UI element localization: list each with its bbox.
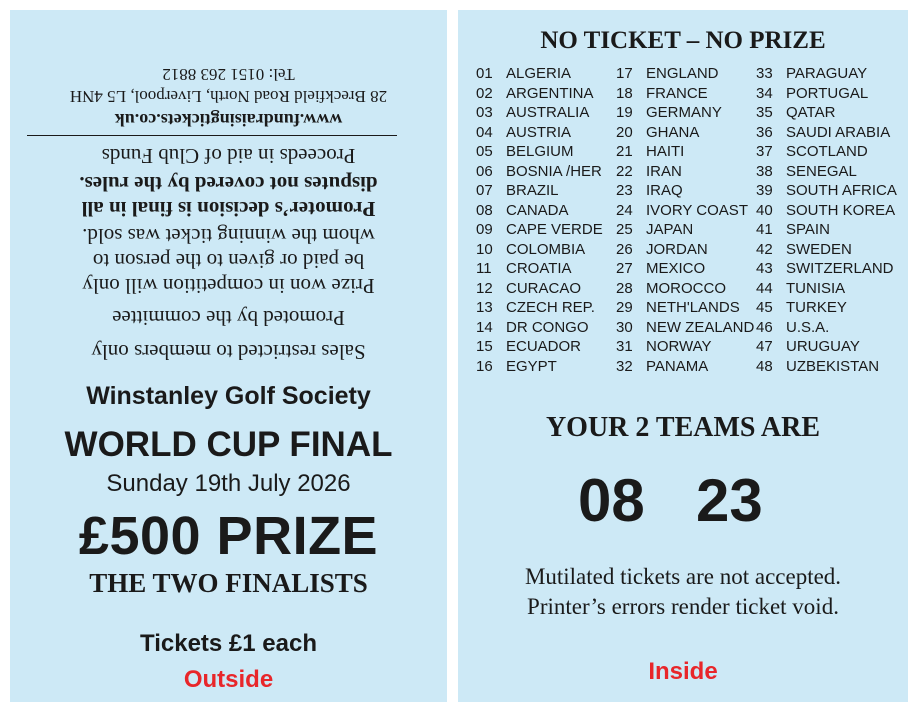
- team-country: CURACAO: [506, 279, 582, 297]
- team-country: ENGLAND: [646, 65, 719, 82]
- team-entry: [476, 142, 574, 162]
- team-entry: [616, 357, 708, 377]
- team-entry: [476, 357, 557, 377]
- team-entry: [756, 142, 868, 162]
- team-number: 14: [476, 318, 493, 336]
- team-number: 15: [476, 338, 493, 355]
- team-country: NORWAY: [646, 338, 712, 355]
- team-country: CROATIA: [506, 260, 572, 277]
- team-entry: [756, 240, 852, 260]
- team-country: SCOTLAND: [786, 143, 868, 160]
- team-country: IVORY COAST: [646, 201, 748, 219]
- team-entry: [476, 279, 581, 299]
- team-number: 28: [616, 279, 633, 297]
- team-entry: [616, 220, 693, 240]
- team-number: 47: [756, 338, 773, 355]
- ticket-price: Tickets £1 each: [139, 630, 317, 657]
- your-teams-label: YOUR 2 TEAMS ARE: [545, 412, 821, 443]
- team-country: U.S.A.: [786, 318, 830, 336]
- team-list: [458, 64, 908, 384]
- team-entry: [616, 123, 699, 143]
- sales-restriction: Sales restricted to members only: [91, 340, 366, 364]
- event-title: WORLD CUP FINAL: [64, 425, 393, 464]
- team-country: PANAMA: [646, 357, 709, 375]
- team-entry: [476, 84, 594, 104]
- prize-terms-line-3: whom the winning ticket was sold.: [82, 224, 375, 248]
- promoted-by: Promoted by the committee: [112, 306, 345, 330]
- team-country: PARAGUAY: [786, 65, 868, 82]
- team-number: 05: [476, 143, 493, 160]
- team-number: 11: [476, 260, 492, 277]
- team-country: TUNISIA: [786, 279, 846, 297]
- team-number: 46: [756, 318, 773, 336]
- team-number: 04: [476, 123, 493, 141]
- team-country: FRANCE: [646, 84, 708, 102]
- team-country: CAPE VERDE: [506, 221, 603, 238]
- divider: [27, 135, 397, 136]
- printer-errors-notice: Printer’s errors render ticket void.: [527, 594, 839, 619]
- team-number: 32: [616, 357, 633, 375]
- team-entry: [756, 279, 845, 299]
- team-country: EGYPT: [506, 357, 557, 375]
- team-country: AUSTRIA: [506, 123, 572, 141]
- team-entry: [476, 123, 571, 143]
- no-ticket-header: NO TICKET – NO PRIZE: [540, 27, 826, 54]
- printer-website: www.fundraisingtickets.co.uk: [114, 110, 343, 130]
- team-country: GERMANY: [646, 104, 722, 121]
- team-entry: [756, 64, 867, 84]
- team-number: 38: [756, 162, 773, 180]
- team-country: SPAIN: [786, 221, 830, 238]
- team-number: 31: [616, 338, 633, 355]
- event-date: Sunday 19th July 2026: [106, 470, 351, 497]
- team-number: 30: [616, 318, 633, 336]
- team-entry: [476, 162, 602, 182]
- team-country: IRAQ: [646, 182, 683, 199]
- team-entry: [616, 103, 722, 123]
- team-number: 13: [476, 299, 493, 316]
- team-entry: [616, 142, 684, 162]
- team-country: TURKEY: [786, 299, 847, 316]
- team-number: 26: [616, 240, 633, 258]
- team-number: 10: [476, 240, 493, 258]
- upside-down-terms: [10, 24, 447, 364]
- team-country: SOUTH KOREA: [786, 201, 896, 219]
- team-number: 06: [476, 162, 493, 180]
- team-number: 21: [616, 143, 633, 160]
- team-entry: [476, 298, 595, 318]
- team-entry: [476, 259, 572, 279]
- team-number: 02: [476, 84, 493, 102]
- outside-panel: [10, 10, 447, 702]
- team-entry: [616, 181, 683, 201]
- team-country: IRAN: [646, 162, 682, 180]
- team-entry: [756, 357, 879, 377]
- team-entry: [616, 298, 740, 318]
- team-country: HAITI: [646, 143, 685, 160]
- team-number-2: 23: [696, 467, 763, 534]
- team-number: 19: [616, 104, 633, 121]
- team-entry: [616, 162, 682, 182]
- prize-finalists: THE TWO FINALISTS: [89, 568, 368, 598]
- rules-line-1: Promoter’s decision is final in all: [81, 197, 376, 221]
- team-country: ARGENTINA: [506, 84, 594, 102]
- team-country: SENEGAL: [786, 162, 857, 180]
- team-country: MEXICO: [646, 260, 706, 277]
- outside-label: Outside: [183, 666, 274, 693]
- team-number: 03: [476, 104, 493, 121]
- society-name: Winstanley Golf Society: [86, 382, 371, 410]
- printer-telephone: Tel: 0151 263 8812: [162, 65, 295, 84]
- printer-address: 28 Breckfield Road North, Liverpool, L5 4NH: [69, 87, 388, 106]
- team-entry: [616, 259, 705, 279]
- team-entry: [756, 123, 890, 143]
- team-number: 36: [756, 123, 773, 141]
- team-country: JORDAN: [646, 240, 708, 258]
- team-number: 22: [616, 162, 633, 180]
- team-country: NETH'LANDS: [646, 299, 740, 316]
- team-entry: [476, 240, 585, 260]
- team-country: DR CONGO: [506, 318, 589, 336]
- team-number: 16: [476, 357, 493, 375]
- team-number: 08: [476, 201, 493, 219]
- team-number: 20: [616, 123, 633, 141]
- inside-panel: [458, 10, 908, 702]
- team-number: 12: [476, 279, 493, 297]
- team-entry: [756, 220, 830, 240]
- rules-line-2: disputes not covered by the rules.: [79, 172, 378, 196]
- team-entry: [756, 181, 897, 201]
- team-number: 37: [756, 143, 773, 160]
- team-number: 41: [756, 221, 773, 238]
- team-entry: [756, 298, 847, 318]
- team-entry: [756, 201, 895, 221]
- team-country: JAPAN: [646, 221, 694, 238]
- team-entry: [476, 337, 581, 357]
- team-number: 09: [476, 221, 493, 238]
- team-country: GHANA: [646, 123, 700, 141]
- team-entry: [756, 318, 829, 338]
- team-country: CZECH REP.: [506, 299, 595, 316]
- team-country: CANADA: [506, 201, 569, 219]
- inside-label: Inside: [648, 658, 718, 685]
- team-country: URUGUAY: [786, 338, 860, 355]
- team-entry: [476, 318, 589, 338]
- prize-amount: £500 PRIZE: [78, 506, 379, 566]
- team-number: 43: [756, 260, 773, 277]
- team-country: SWITZERLAND: [786, 260, 894, 277]
- team-entry: [616, 201, 748, 221]
- team-country: ALGERIA: [506, 65, 572, 82]
- team-number: 23: [616, 182, 633, 199]
- team-number: 34: [756, 84, 773, 102]
- team-country: MOROCCO: [646, 279, 726, 297]
- team-country: NEW ZEALAND: [646, 318, 755, 336]
- team-country: BELGIUM: [506, 143, 574, 160]
- team-entry: [756, 103, 835, 123]
- team-entry: [616, 318, 754, 338]
- team-entry: [476, 220, 603, 240]
- mutilated-notice: Mutilated tickets are not accepted.: [524, 564, 842, 589]
- prize-terms-line-2: be paid or given to the person to: [92, 249, 365, 273]
- team-country: AUSTRALIA: [506, 104, 590, 121]
- team-number: 25: [616, 221, 633, 238]
- team-country: SOUTH AFRICA: [786, 182, 897, 199]
- team-country: BRAZIL: [506, 182, 559, 199]
- team-number: 33: [756, 65, 773, 82]
- team-entry: [616, 240, 708, 260]
- team-country: BOSNIA /HER: [506, 162, 602, 180]
- team-number: 39: [756, 182, 773, 199]
- team-entry: [476, 181, 559, 201]
- team-country: ECUADOR: [506, 338, 582, 355]
- prize-terms-line-1: Prize won in competition will only: [82, 274, 375, 298]
- team-number: 27: [616, 260, 633, 277]
- team-entry: [476, 201, 569, 221]
- team-number: 40: [756, 201, 773, 219]
- team-country: COLOMBIA: [506, 240, 586, 258]
- team-entry: [756, 259, 894, 279]
- proceeds-note: Proceeds in aid of Club Funds: [101, 144, 356, 168]
- team-entry: [616, 337, 712, 357]
- team-number: 01: [476, 65, 493, 82]
- team-number: 44: [756, 279, 773, 297]
- team-country: UZBEKISTAN: [786, 357, 880, 375]
- team-number-1: 08: [578, 467, 645, 534]
- team-entry: [756, 337, 860, 357]
- team-number: 24: [616, 201, 633, 219]
- team-entry: [476, 64, 571, 84]
- team-entry: [476, 103, 589, 123]
- team-number: 17: [616, 65, 633, 82]
- team-country: SWEDEN: [786, 240, 852, 258]
- team-country: SAUDI ARABIA: [786, 123, 891, 141]
- team-country: PORTUGAL: [786, 84, 869, 102]
- team-entry: [616, 279, 726, 299]
- team-number: 07: [476, 182, 493, 199]
- team-number: 29: [616, 299, 633, 316]
- team-entry: [616, 64, 719, 84]
- team-number: 35: [756, 104, 773, 121]
- team-number: 45: [756, 299, 773, 316]
- team-country: QATAR: [786, 104, 836, 121]
- team-entry: [616, 84, 708, 104]
- team-number: 18: [616, 84, 633, 102]
- team-entry: [756, 162, 857, 182]
- team-number: 42: [756, 240, 773, 258]
- team-entry: [756, 84, 868, 104]
- team-number: 48: [756, 357, 773, 375]
